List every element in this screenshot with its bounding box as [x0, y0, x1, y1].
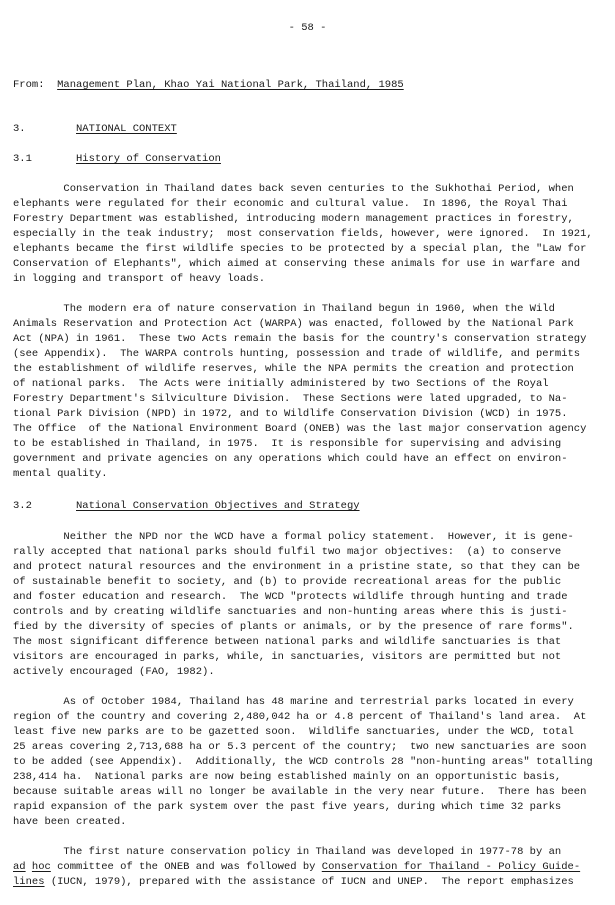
paragraph	[13, 302, 586, 482]
text-line: fied by the diversity of species of plants or animals, or by the presence of rare forms".	[13, 621, 574, 633]
paragraph	[13, 845, 580, 890]
text-line: Animals Reservation and Protection Act (WARPA) was enacted, followed by the National Park	[13, 318, 574, 330]
text-line: region of the country and covering 2,480,042 ha or 4.8 percent of Thailand's land area. At	[13, 711, 587, 723]
text-line: mental quality.	[13, 468, 108, 480]
subsection-number: 3.2	[13, 500, 32, 512]
source-title: Management Plan, Khao Yai National Park, Thailand, 1985	[57, 79, 404, 91]
page-number: - 58 -	[288, 22, 327, 34]
text-line	[13, 875, 580, 890]
text-segment: committee of the ONEB and was followed by	[50, 861, 322, 873]
section-heading: NATIONAL CONTEXT	[76, 123, 177, 135]
underlined-text: ad	[13, 861, 26, 873]
text-line: elephants were regulated for their economic and cultural value. In 1896, the Royal Thai	[13, 198, 568, 210]
text-line: Conservation in Thailand dates back seven centuries to the Sukhothai Period, when	[13, 183, 574, 195]
text-line: Forestry Department was established, introducing modern management practices in forestry,	[13, 213, 574, 225]
text-line: least five new parks are to be gazetted soon. Wildlife sanctuaries, under the WCD, total	[13, 726, 574, 738]
text-line: Neither the NPD nor the WCD have a formal policy statement. However, it is gene-	[13, 531, 574, 543]
subsection-heading: National Conservation Objectives and Strategy	[76, 500, 360, 512]
text-line: 25 areas covering 2,713,688 ha or 5.3 percent of the country; two new sanctuaries are soon	[13, 741, 587, 753]
text-line: actively encouraged (FAO, 1982).	[13, 666, 215, 678]
text-line: elephants became the first wildlife species to be protected by a special plan, the "Law for	[13, 243, 587, 255]
text-line: rally accepted that national parks should fulfil two major objectives: (a) to conserve	[13, 546, 562, 558]
text-line: and foster education and research. The WCD "protects wildlife through hunting and trade	[13, 591, 568, 603]
text-line: The Office of the National Environment Board (ONEB) was the last major conservation agency	[13, 423, 587, 435]
text-line: of national parks. The Acts were initially administered by two Sections of the Royal	[13, 378, 549, 390]
text-line: (see Appendix). The WARPA controls hunting, possession and trade of wildlife, and permits	[13, 348, 581, 360]
text-line: government and private agencies on any operations which could have an effect on environ-	[13, 453, 568, 465]
text-line: in logging and transport of heavy loads.	[13, 273, 266, 285]
underlined-text: lines	[13, 876, 45, 888]
source-line	[13, 79, 404, 91]
text-line: controls and by creating wildlife sanctuaries and non-hunting areas where this is justi-	[13, 606, 568, 618]
text-line: to be established in Thailand, in 1975. It is responsible for supervising and advising	[13, 438, 562, 450]
text-line: As of October 1984, Thailand has 48 marine and terrestrial parks located in every	[13, 696, 574, 708]
section-number: 3.	[13, 123, 26, 135]
text-line: have been created.	[13, 816, 127, 828]
paragraph	[13, 695, 593, 830]
text-line: rapid expansion of the park system over the past five years, during which time 32 parks	[13, 801, 562, 813]
text-line: because suitable areas will no longer be available in the very near future. There has been	[13, 786, 587, 798]
text-segment: The first nature conservation policy in Thailand was developed in 1977-78 by an	[13, 846, 562, 858]
text-line: visitors are encouraged in parks, while, in sanctuaries, visitors are permitted but not	[13, 651, 562, 663]
text-line: Act (NPA) in 1961. These two Acts remain the basis for the country's conservation strategy	[13, 333, 587, 345]
text-line: 238,414 ha. National parks are now being established mainly on an opportunistic basis,	[13, 771, 562, 783]
source-label: From:	[13, 79, 45, 91]
text-line: the establishment of wildlife reserves, while the NPA permits the creation and protection	[13, 363, 574, 375]
paragraph	[13, 530, 580, 680]
text-segment: (IUCN, 1979), prepared with the assistance of IUCN and UNEP. The report emphasizes	[44, 876, 574, 888]
text-line	[13, 860, 580, 875]
underlined-text: hoc	[31, 861, 51, 873]
text-line	[13, 845, 580, 860]
paragraph	[13, 182, 593, 287]
underlined-text: Conservation for Thailand - Policy Guide-	[321, 861, 581, 873]
text-line: Conservation of Elephants", which aimed at conserving these animals for use in warfare and	[13, 258, 581, 270]
text-line: tional Park Division (NPD) in 1972, and to Wildlife Conservation Division (WCD) in 1975.	[13, 408, 568, 420]
subsection-number: 3.1	[13, 153, 32, 165]
text-line: to be added (see Appendix). Additionally, the WCD controls 28 "non-hunting areas" totalling	[13, 756, 593, 768]
text-line: Forestry Department's Silviculture Division. These Sections were lated upgraded, to Na-	[13, 393, 568, 405]
text-line: The modern era of nature conservation in Thailand begun in 1960, when the Wild	[13, 303, 555, 315]
text-line: The most significant difference between national parks and wildlife sanctuaries is that	[13, 636, 562, 648]
text-line: of sustainable benefit to society, and (b) to provide recreational areas for the public	[13, 576, 562, 588]
text-line: especially in the teak industry; most conservation fields, however, were ignored. In 1921,	[13, 228, 593, 240]
text-line: and protect natural resources and the environment in a pristine state, so that they can be	[13, 561, 581, 573]
subsection-heading: History of Conservation	[76, 153, 221, 165]
